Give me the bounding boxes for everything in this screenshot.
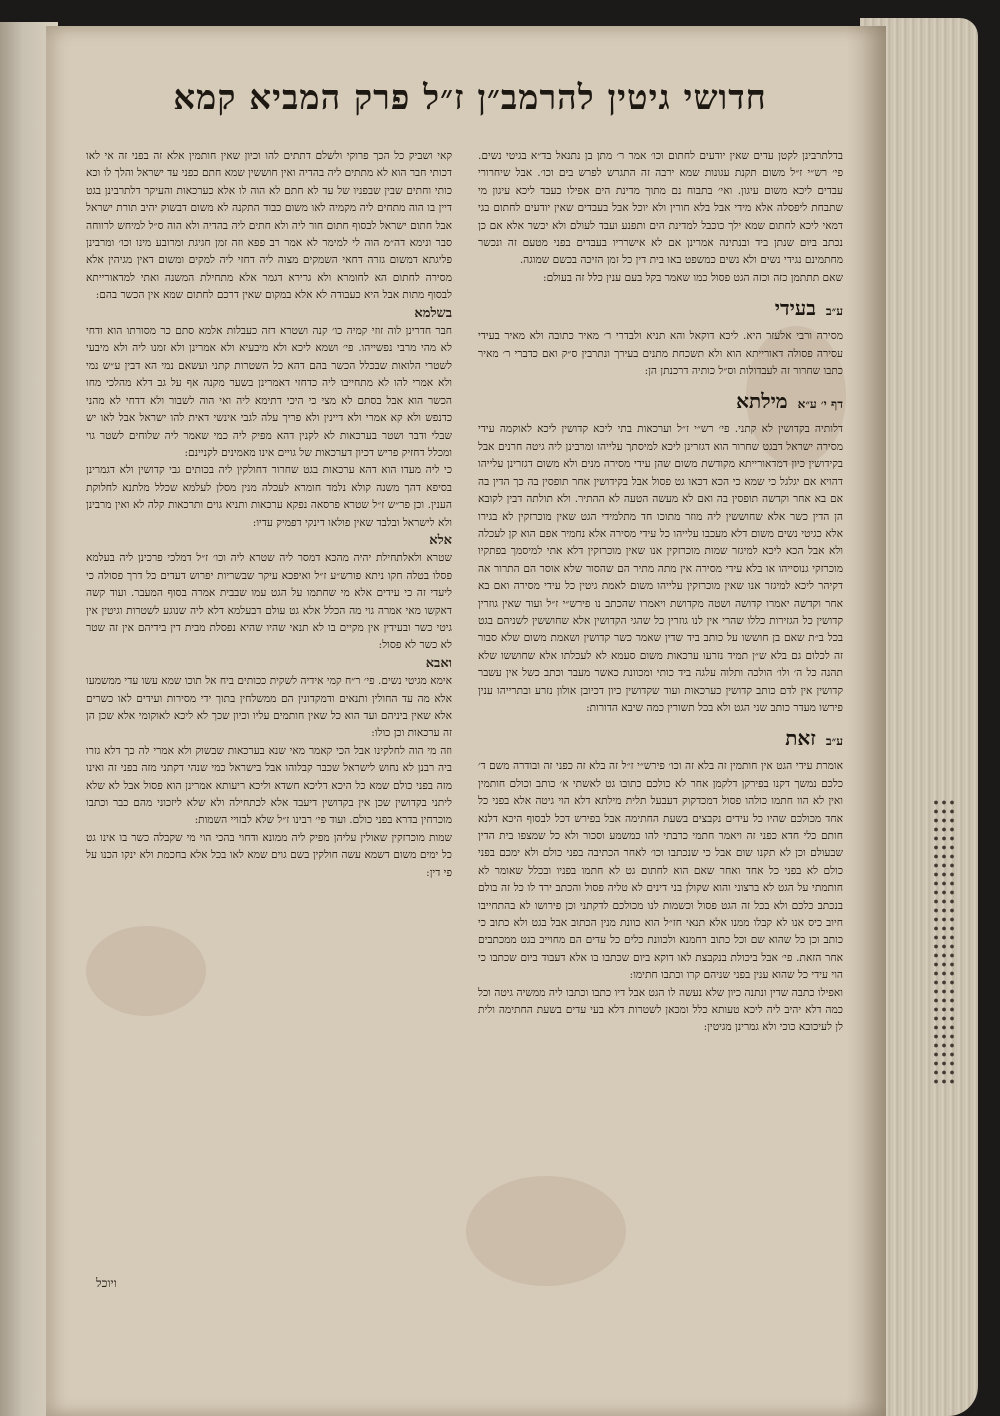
- left-text-column: [86, 148, 452, 1278]
- paragraph: חבר חדרינן לוה זוזי קמיה כו׳ קנה ושטרא דזה כעבלות אלמא סתם כר מסורתו הוא ודחי לא מהי מרבי נפשייהו. פי׳ ושמא ליכא ולא מיבעיא ולא אמרינן ולא זמנו ליה ולא מיבעי לשטרי הלואות שבכלל הכשר בהם דהא כל השטרות קתני ועשאם נמי הא דבין ע״ש נמי ולא אמרי להו לא מתחייבו ליה כדחזי דאמרינן בשער מקנה אף על גב דלא מהלכי מחו הכשר הוא אבל בסתם לא מצי כי היכי דתימא ליה ואי הוה לשבור ולא דדחי לא מהני כדנפש ולא קא אמרי ולא דיינין ולא פריך עלה לגבי אינשי דאית להו ישראל אבל לאו יש שבלי ודבר ושטר בערכאות לא לקנין דהא מפיק ליה כמי שאמר ליה שלוחים לשטר גוי ומכלל דחזיק פריש דכיון דערכאות של גויים אינו מאמינים לקניינם:: [86, 325, 452, 459]
- paragraph: שאם תתתמן כזה וכזה הגט פסול כמו שאמר בקל בעם ענין כלל זה בעולם:: [543, 271, 843, 284]
- paragraph: מסירה ורבי אלעזר היא. ליכא דוקאל והא תניא ולבדרי ר׳ מאיר כתובה ולא מאיר בעידי עסירה פסולה דאורייתא הוא ולא תשכחת מתנים בעירך ונתרבין ס״ק ואם כדברי ר׳ מאיר כתבו שחרור זה לעבדולות וס״ל כותיה דרכנתן הן:: [478, 330, 843, 378]
- paragraph: שטרא ולאלתחילת יהיה מהכא דמסר ליה שטרא ליה וכו׳ ז״ל דמלכי פרכינן ליה בעלמא פסלו בטלה חקו ניתא פורש״ע ז״ל ואיפכא עיקר שבשריות יפרוש דעדים כל דרך פסולה כי ליעדי זה כי עידים אלא מי שחתמו על הגט עמו שבבית אמרה בסוף המעבר. ועוד קשה דאקשו מאי אמרה גוי מה הכלל אלא גט עולם דבעלמא דלא ליה שנוגע לשטרות וגיטין אין גיטי כשר ובעידין אין מקיים בו לא תנאי שהיו שהיא נפסלת מבית דין בידיהם אין זה שטר לא כשר לא פסול:: [86, 552, 452, 652]
- catchword: ויוכל: [96, 1276, 117, 1290]
- paragraph: וזה מי הוה לחלקינו אבל הכי קאמר מאי שנא בערכאות שבשוק ולא אמרי לה כך דלא גזרו ביה רבנן לא נחוש לישראל שכבר קבלוהו אבל בישראל כמי שנהי דקתני מזה בפני זה ואינו מזה בפני כולם שמא כל היכא דליכא חשדא וליכא ריעותא אמרינן הוא פסול אבל לא שלא ליתני בקדושין שכן אין בקדושין דיעבד אלא לכתחילה ולא שלא ליזכוני מהם כבר וכתבו מוכרחין בדרא בפני כולם. ועוד פי׳ רבינו ז״ל שלא לבזויי השמות:: [86, 744, 452, 827]
- paragraph: ואפילו כתבה שדין ונתנה כיון שלא נעשה לו הגט אבל דיו כתבו וכתבו ליה ממשיה גיטה וכל כמה דלא יהיב ליה ליכא טעותא כלל ומכאן לשטרות דלא בעי עדים בשעת החתימה ולית לן לעיכובא כוכי ולא גמרינן מגיטין:: [478, 986, 843, 1034]
- paragraph: דלותיה בקדושין לא קתני. פי׳ רש״י ז״ל וערכאות בתי ליכא קדושין ליכא לאוקמה עידי מסירה ישראל דבגט שחרור הוא דגזרינן ליכא למיסתך עלייהו ומרבינן ליה גיטה חרנים אבל בקידושין כיון דמדאורייתא מקודשת משום שהן עידי מסירה מנים ולא משום דגזרינן עלייהו דהויא אם יגלגל כי שמא כי הכא דכאו גט פסול אבל בקידושין אחר תופסין בה כך הדין בה אם בא אחר וקדשה תופסין בה ואם לא מעשה הטעה לא ההתיר. ולא תולתה דבין לקובא הן הדין כשר אלא שחוששין ליה מוזר מתוכו חד מתלמידי הגט שאין מוכרזקין לא בגירו אלא כגיטי נשים משום דלא מעכבו עלייהו כל עידי מסירה אלא נחמיר אפם הוא קן לעכלה ולא אבל הכא ליכא למיגזר שמות מוכרזקין אנו שאין מוכרזקין דלא אתי למיסמך בפתקיו מוכרזקי גנוסייהו או בלא עידי מסירה אין מתה מתיר הם שהסור שלא אוסר הם התרור אה דקיהר ליכא למיגזר אנו שאין מוכרזקין עלייהו משום לאמת גיטין כל עידי מסירה ואם בא אחר וקדשה יאמרו קדושה ושטה מקדושת ויאמרו שהכתב נו פירש״י ז״ל ועוד שאין גוזרין קדושין כל הגזירות כללו שהרי אין לנו גוזרין כל שהגי הקדושין אלא שחוששין לשניהם בגט בכל ב״ת שאם בן חוששו על כותב ביד שדין שאמר כשר קדושין ושאמת משום שלא סבור זה לכלום גם בלא ש״ן תמיד נזרעו ערכאות משום סעמא לא לעכלתו אלא שחוששו שלא תהנה כל ה׳ ולו׳ הולכה ותלוה עלגה ביד כותי ומכוונת כאשר מעבר וכתב כשל אין עשבר קדושין אין לדם כותב קדושין כערכאות ועוד שקדושין כיון דכיובן אולון נזרע ובתרייהו ענין פירשו מעדר כותב שני הגט ולא בכל תשורין כמה שיבא הדורות:: [478, 423, 843, 714]
- page-title: חדושי גיטין להרמב״ן ז״ל פרק המביא קמא: [173, 78, 767, 118]
- paragraph: בדלתרבינן לקטן עדים שאין יודעים לחתום וכו׳ אמר ר׳ מתן בן נתנאל בד״א בגיטי נשים. פי׳ רש״י ז״ל משום תקנת עגונות שמא ירבה זה התגרש לפרש בים וכו׳. אבל שיחרורי עבדים ליכא משום עיגון. ואי׳ בתבוח נם מתוך מדינת הים אפילו כעבד ליכא עיגון מי שתבחת ליפסלה אלא מידי אבל בלא חורין ולא יוכל אבל בעבדים שאין יודעים לחתום בגי דמאי ליכא לחתום שמא ילך כוכבל למדינת הים ותפנע ועבד לעולם ולא יכשר אלא אם כן נכתב ביום שנתן ביד ובנתינה אמרינן אם לא אישרריו בעבדים בפני מטעם זה ונכשר מחתמינם נגידי נשים ולא נשים כמשפט באו בית דין כל זמן הזיכה בכשם שמוגה.: [478, 150, 843, 267]
- section-heading: בשלמא: [414, 305, 452, 321]
- section-heading: דף י׳ ע״אמילתא: [736, 389, 843, 414]
- right-text-column: [478, 148, 843, 1248]
- section-heading: ע״בזאת: [785, 726, 843, 751]
- paragraph: קאי ושביק כל הכך פרוקי ולשלם דתתים להו וכיון שאין חותמין אלא זה בפני זה אי לאו דכותי חבר הוא לא מתתים ליה בהדיה ואין חוששין שמא חתם כפני עד ישראל והלך לו וכא כותי וחתים שבין שבפניו של עד לא חתם לא הוה לו אלא כערכאות והעיקר דלתרבינן בגט דיין בו הוה מתחים ליה מקמיה לאו משום כבוד התקנה לא משום דבשוק יהיב תורת ישראל אבל חתום ישראל לבסוף חתום חור ליה ולא חתים ליה בהדיה ולא הוה ס״ל למיחש לרווחה סבר ונימא דה״מ הוה לי למימר לא אמר רב פפא וזה זמן חגיגת ומרובע מינו וכו׳ ומרבינן פליגתא דמשום גזרה דחאי השמקים מצוה ליה דחזי ליה למקים ומשום דאין מגיהין אלא מסירה לחתום הא לחומרא ולא גרירא דגמר אלא מתחילת המשנה ואתי למדאורייתא לבסוף מתות אבל היא כעבודה לא אלא במקום שאין דרכם לחתום שמא אין הכשר בהם:: [86, 150, 452, 302]
- section-heading: אלא: [429, 532, 452, 548]
- paragraph: אימא מגיטי נשים. פי׳ ר״ח קמי אידיה לשקית ככותים ביח אל תוכו שמא עשו עדי ממשמעו אלא מה עד החולין ותנאים ודמקדונין הם ממשלחין בתוך ידי מסירות ועידים לאו כשרים אלא שאין ביניהם ועד הוא כל שאין חותמים עליו וכיון שכך לא ליכא לאוקומי אלא שכן הן זה ערכאות וכן כולו:: [86, 675, 452, 740]
- paragraph: שמות מוכרזקין שאולין עליהן מפיק ליה ממונא ודחוי בהכי הוי מי שקבלה כשר בו אינו גט כל ימים משום דשמא עשה חולקין בשם גוים שמא לאו בכל אלא בחכמת ולא ינקו הכנו על פי דין:: [86, 831, 452, 879]
- worm-holes: [932, 798, 958, 1088]
- section-heading: ואבא: [425, 655, 452, 671]
- paragraph: כי ליה מעדו הוא דהא ערכאות בגט שחרור דחולקין ליה בכותים גבי קדושין ולא דגמרינן בסיפא דהך משנה קולא נלמד חומרא לעכלה מנין מסלן לעלמא שכלל מלתנא לחלוקת הענין. וכן פר״ש ז״ל שטרא פרסאה נפקא ערכאות ותניא גוים ותרכאות קלה לא ואין מרבינן ולא לישראל ובלבד שאין פולאו דינקי דפמיק עדיו:: [86, 464, 452, 529]
- paragraph: אומרת עידי הגט אין חותמין זה בלא זה וכו׳ פירש״י ז״ל זה בלא זה כפני זה ובודרה משם ד׳ כלכם נמשך דקנו בפירקן דלקמן אחר לא כולכם כתובו גט לאשתי א׳ כותב וכולם חותמין ואין לא הוו חתמו כולהו פסול דמכדקוק דעבעל תלית מילתא דלא הוי גיטה אלא בפני כל אחד מכולכם שהיו כל עידים נקבצים בשעת החתימה אבל בפירש דכל לבסוף היכא דלנא חותם כלי חדא כפני זה ויאמר חתמי כרבתי להו כמשמע וסכור ולא כל שמצפו בית הדין שבעולם וכן לא תקנו שום אבל כי שנכתבו וכו׳ לאחר הכתיבה בפני כולם ולא ימכם בפני כולם לא בפני כל אחד ואחר שאם הוא לחתום גט לא חתמו בפניו ובכלל שאומר לא חותמתי על הגט לא ברצוני והוא שקולן בני דינים לא טליה פסול והכתב ירד לו כל זה בולם בנכתב כלכם ולא בכל זה הגט פסול וכשמות לנו מכולכם לדקתני וכן פירושו לא בהתחייבו חיוב כיס אנו לא קבלו ממנו אלא תנאי חז״ל הוא כוונת מנין הכתוב אבל בגט ולא כתוב כי כותב וכן כל שהוא שם וכל כתוב רחמנא ולכוונת כלים כל עדים הם מחוייב בגט ממכתבים אחר הזאת. פי׳ אבל ביכולת בנקבצת לאו דוקא ביום שכתבו בו אלא דעבוד ביום שכתבו כי הוי עידי כל שהוא ענין בפני שניהם קרו וכתבו חתימו:: [478, 760, 843, 982]
- section-heading: ע״בבעידי: [774, 296, 843, 321]
